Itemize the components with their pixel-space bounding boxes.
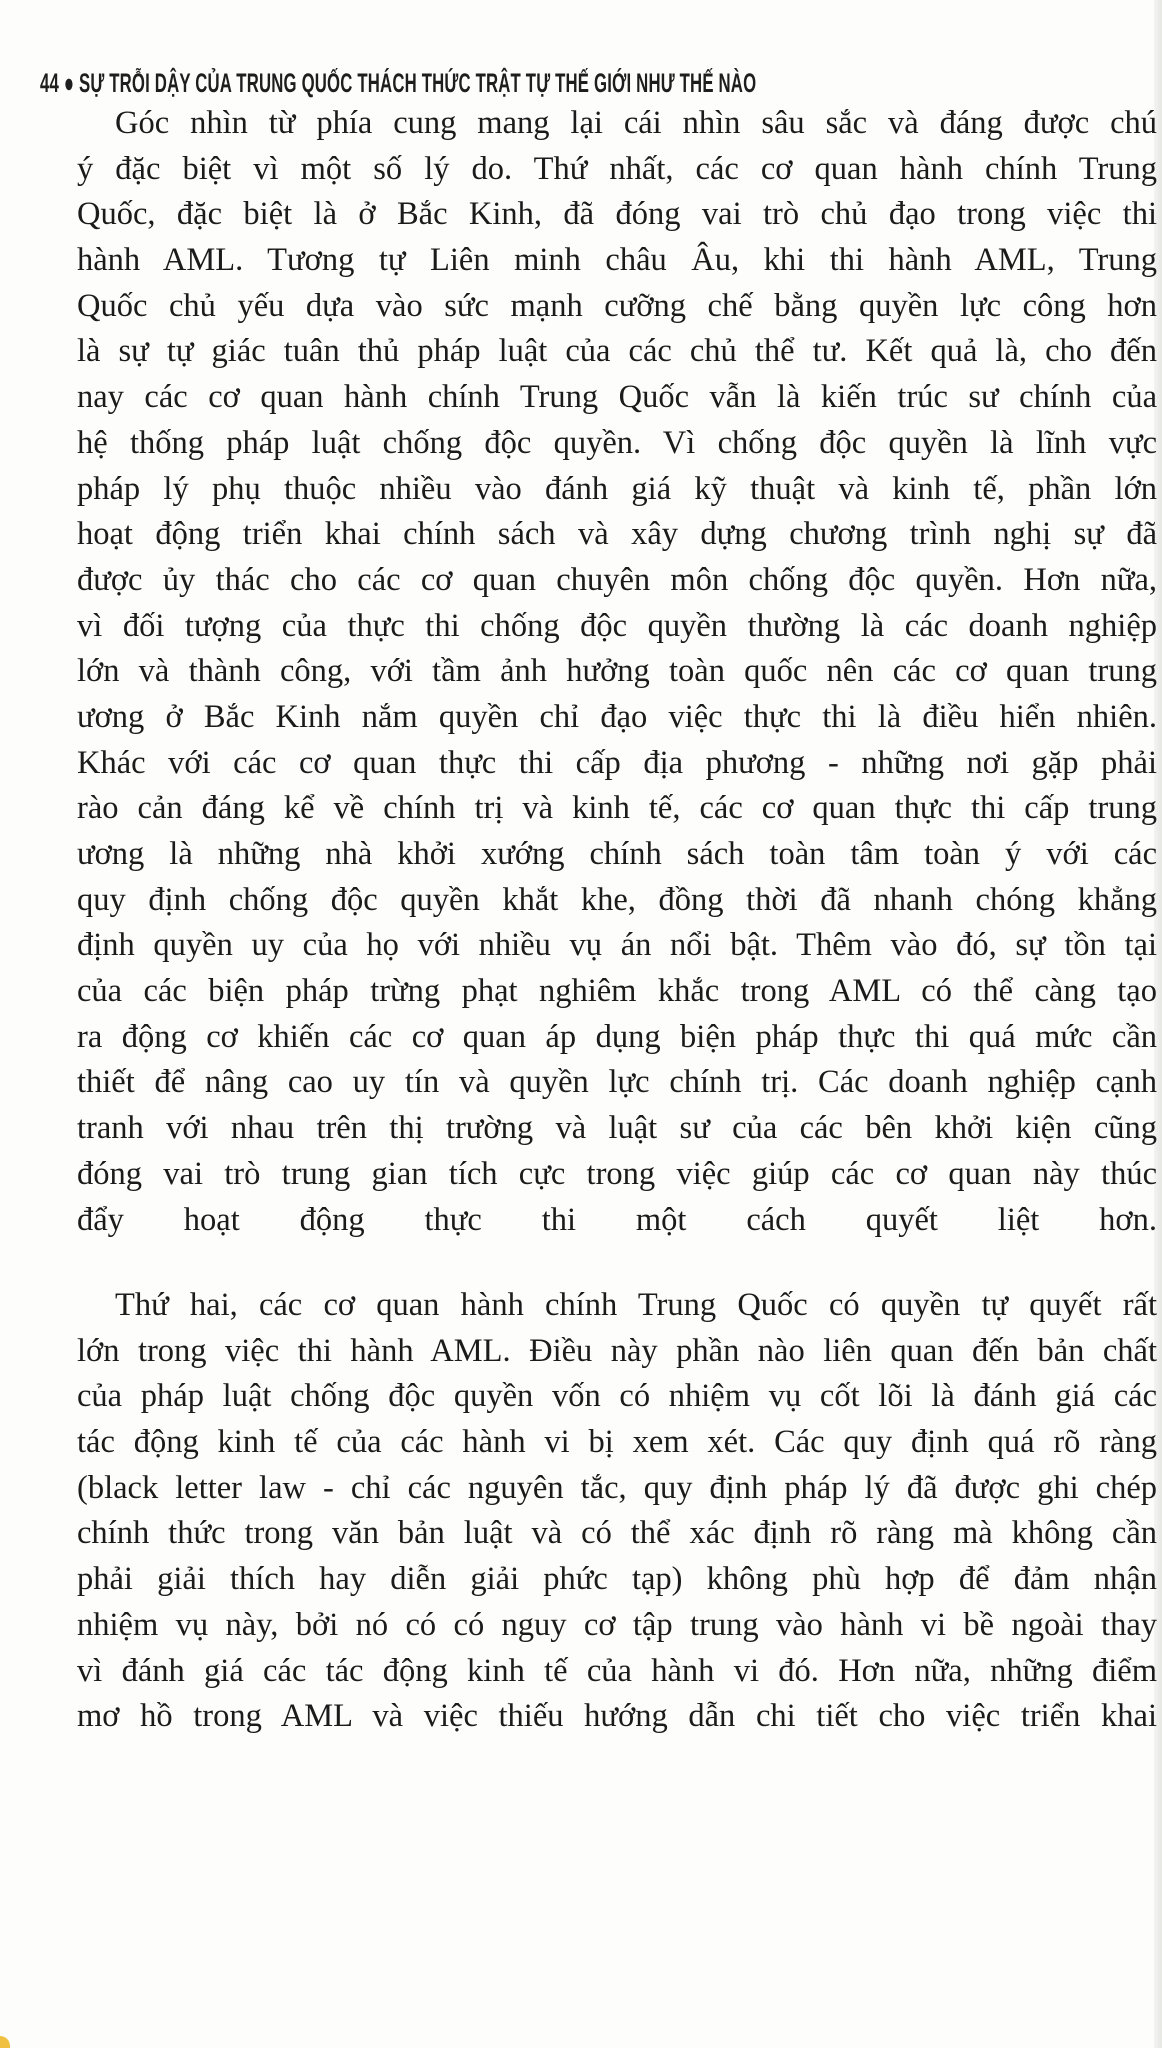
- text-line: đóng vai trò trung gian tích cực trong việc giúp các cơ quan này thúc: [77, 1155, 1157, 1192]
- text-line: Thứ hai, các cơ quan hành chính Trung Quốc có quyền tự quyết rất: [115, 1287, 1157, 1323]
- text-line: thiết để nâng cao uy tín và quyền lực chính trị. Các doanh nghiệp cạnh: [77, 1064, 1157, 1101]
- text-line: quy định chống độc quyền khắt khe, đồng thời đã nhanh chóng khẳng: [77, 881, 1157, 918]
- text-line: Quốc chủ yếu dựa vào sức mạnh cưỡng chế bằng quyền lực công hơn: [77, 287, 1157, 324]
- running-title: SỰ TRỖI DẬY CỦA TRUNG QUỐC THÁCH THỨC TRẬT TỰ THẾ GIỚI NHƯ THẾ NÀO: [78, 68, 757, 98]
- text-line: được ủy thác cho các cơ quan chuyên môn chống độc quyền. Hơn nữa,: [77, 561, 1157, 598]
- text-line: pháp lý phụ thuộc nhiều vào đánh giá kỹ thuật và kinh tế, phần lớn: [77, 470, 1157, 507]
- page-corner-mark: [0, 2036, 10, 2048]
- paragraph-2: [77, 1283, 1157, 1740]
- text-line: (black letter law - chỉ các nguyên tắc, quy định pháp lý đã được ghi chép: [77, 1469, 1157, 1506]
- text-line: chính thức trong văn bản luật và có thể xác định rõ ràng mà không cần: [77, 1515, 1157, 1552]
- text-line: rào cản đáng kể về chính trị và kinh tế, các cơ quan thực thi cấp trung: [77, 790, 1157, 827]
- text-line: tranh với nhau trên thị trường và luật sư của các bên khởi kiện cũng: [77, 1110, 1157, 1147]
- text-line: ương ở Bắc Kinh nắm quyền chỉ đạo việc thực thi là điều hiển nhiên.: [77, 698, 1157, 735]
- text-line: ra động cơ khiến các cơ quan áp dụng biện pháp thực thi quá mức cần: [77, 1018, 1157, 1055]
- text-line: Quốc, đặc biệt là ở Bắc Kinh, đã đóng vai trò chủ đạo trong việc thi: [77, 196, 1157, 233]
- text-line: hành AML. Tương tự Liên minh châu Âu, khi thi hành AML, Trung: [77, 242, 1157, 279]
- text-line: hệ thống pháp luật chống độc quyền. Vì chống độc quyền là lĩnh vực: [77, 424, 1157, 461]
- text-line: mơ hồ trong AML và việc thiếu hướng dẫn chi tiết cho việc triển khai: [77, 1698, 1157, 1735]
- text-line: là sự tự giác tuân thủ pháp luật của các chủ thể tư. Kết quả là, cho đến: [77, 333, 1157, 370]
- paragraph-1: [77, 101, 1157, 1243]
- text-line: lớn và thành công, với tầm ảnh hưởng toàn quốc nên các cơ quan trung: [77, 653, 1157, 690]
- text-line: ương là những nhà khởi xướng chính sách toàn tâm toàn ý với các: [77, 836, 1157, 872]
- text-line: ý đặc biệt vì một số lý do. Thứ nhất, các cơ quan hành chính Trung: [77, 150, 1157, 187]
- text-line: định quyền uy của họ với nhiều vụ án nổi bật. Thêm vào đó, sự tồn tại: [77, 927, 1157, 964]
- text-line: phải giải thích hay diễn giải phức tạp) không phù hợp để đảm nhận: [77, 1561, 1157, 1598]
- bullet-separator: ●: [63, 68, 75, 98]
- text-line: nay các cơ quan hành chính Trung Quốc vẫn là kiến trúc sư chính của: [77, 379, 1157, 416]
- running-header: [40, 68, 756, 99]
- page-number: 44: [40, 68, 59, 98]
- text-line: của pháp luật chống độc quyền vốn có nhiệm vụ cốt lõi là đánh giá các: [77, 1378, 1157, 1415]
- text-line: lớn trong việc thi hành AML. Điều này phần nào liên quan đến bản chất: [77, 1332, 1157, 1369]
- text-line: tác động kinh tế của các hành vi bị xem xét. Các quy định quá rõ ràng: [77, 1424, 1157, 1461]
- text-line: đẩy hoạt động thực thi một cách quyết liệt hơn.: [77, 1201, 1157, 1238]
- text-line: hoạt động triển khai chính sách và xây dựng chương trình nghị sự đã: [77, 516, 1157, 553]
- text-line: Khác với các cơ quan thực thi cấp địa phương - những nơi gặp phải: [77, 744, 1157, 781]
- text-line: vì đánh giá các tác động kinh tế của hành vi đó. Hơn nữa, những điểm: [77, 1652, 1157, 1689]
- text-line: của các biện pháp trừng phạt nghiêm khắc trong AML có thể càng tạo: [77, 973, 1157, 1010]
- text-line: vì đối tượng của thực thi chống độc quyền thường là các doanh nghiệp: [77, 607, 1157, 644]
- text-line: nhiệm vụ này, bởi nó có có nguy cơ tập trung vào hành vi bề ngoài thay: [77, 1606, 1157, 1643]
- text-line: Góc nhìn từ phía cung mang lại cái nhìn sâu sắc và đáng được chú: [115, 105, 1157, 141]
